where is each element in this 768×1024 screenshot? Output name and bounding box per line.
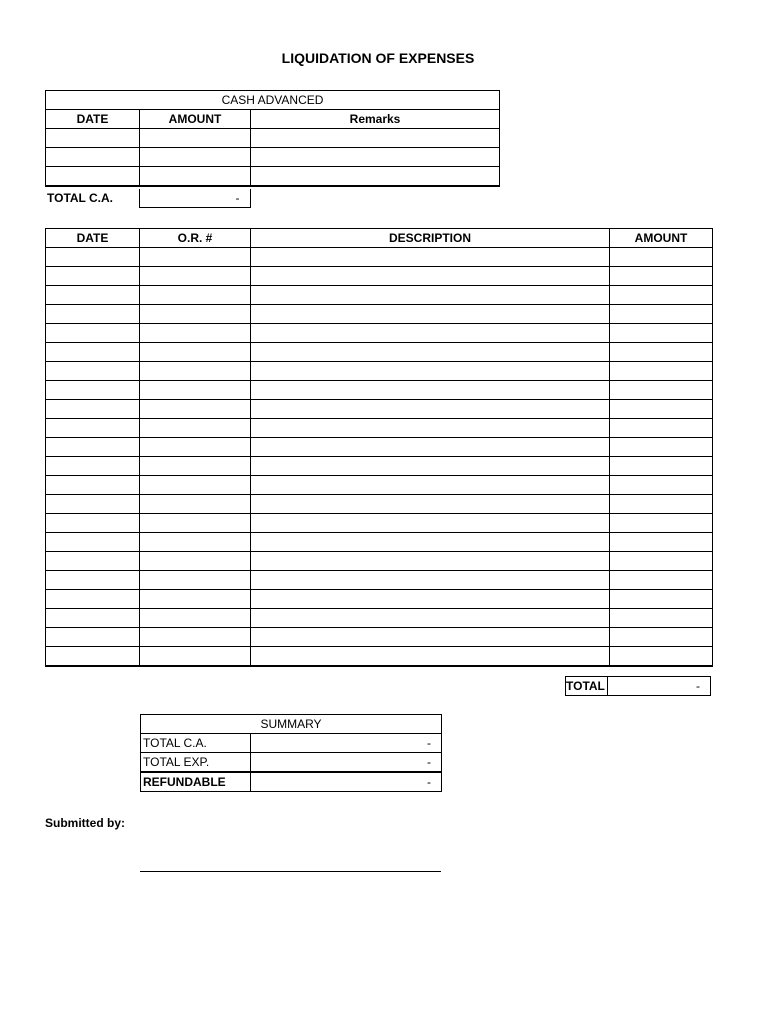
exp-date-cell[interactable]: [46, 419, 140, 438]
signature-line[interactable]: [140, 871, 441, 872]
exp-amount-cell[interactable]: [610, 305, 713, 324]
ca-row: [46, 167, 500, 187]
expenses-table: [45, 228, 713, 667]
exp-amount-cell[interactable]: [610, 495, 713, 514]
ca-col-amount: AMOUNT: [140, 110, 251, 129]
exp-description-cell[interactable]: [251, 324, 610, 343]
ca-row: [46, 129, 500, 148]
exp-date-cell[interactable]: [46, 362, 140, 381]
ca-cell[interactable]: [46, 129, 140, 148]
table-row: [46, 343, 713, 362]
exp-or-cell[interactable]: [140, 286, 251, 305]
exp-or-cell[interactable]: [140, 267, 251, 286]
ca-col-date: DATE: [46, 110, 140, 129]
exp-or-cell[interactable]: [140, 381, 251, 400]
exp-amount-cell[interactable]: [610, 324, 713, 343]
ca-total-row: [45, 189, 251, 208]
exp-amount-cell[interactable]: [610, 552, 713, 571]
exp-date-cell[interactable]: [46, 305, 140, 324]
exp-description-cell[interactable]: [251, 400, 610, 419]
exp-amount-cell[interactable]: [610, 419, 713, 438]
exp-or-cell[interactable]: [140, 628, 251, 647]
cash-advanced-heading: CASH ADVANCED: [46, 91, 500, 110]
exp-description-cell[interactable]: [251, 590, 610, 609]
exp-date-cell[interactable]: [46, 647, 140, 667]
exp-description-cell[interactable]: [251, 419, 610, 438]
table-row: [46, 419, 713, 438]
summary-table: [140, 714, 442, 792]
summary-label: TOTAL EXP.: [141, 753, 251, 773]
ca-row: [46, 148, 500, 167]
table-row: [46, 248, 713, 267]
exp-col-description: DESCRIPTION: [251, 229, 610, 248]
exp-or-cell[interactable]: [140, 495, 251, 514]
table-row: [46, 476, 713, 495]
exp-or-cell[interactable]: [140, 571, 251, 590]
exp-description-cell[interactable]: [251, 647, 610, 667]
ca-cell[interactable]: [140, 129, 251, 148]
summary-value: -: [251, 772, 442, 792]
table-row: [46, 647, 713, 667]
exp-description-cell[interactable]: [251, 514, 610, 533]
exp-date-cell[interactable]: [46, 286, 140, 305]
ca-total-value: -: [139, 189, 250, 208]
exp-amount-cell[interactable]: [610, 267, 713, 286]
summary-value: -: [251, 734, 442, 753]
table-row: [46, 609, 713, 628]
exp-date-cell[interactable]: [46, 267, 140, 286]
ca-cell[interactable]: [140, 167, 251, 187]
exp-or-cell[interactable]: [140, 609, 251, 628]
table-row: [46, 362, 713, 381]
table-row: [46, 324, 713, 343]
exp-date-cell[interactable]: [46, 552, 140, 571]
exp-total-value: -: [608, 677, 711, 696]
exp-date-cell[interactable]: [46, 533, 140, 552]
exp-amount-cell[interactable]: [610, 476, 713, 495]
exp-description-cell[interactable]: [251, 476, 610, 495]
exp-amount-cell[interactable]: [610, 571, 713, 590]
ca-cell[interactable]: [251, 167, 500, 187]
ca-total-label: TOTAL C.A.: [45, 189, 139, 208]
exp-date-cell[interactable]: [46, 571, 140, 590]
exp-or-cell[interactable]: [140, 457, 251, 476]
exp-description-cell[interactable]: [251, 248, 610, 267]
exp-or-cell[interactable]: [140, 514, 251, 533]
exp-description-cell[interactable]: [251, 267, 610, 286]
table-row: [46, 381, 713, 400]
exp-description-cell[interactable]: [251, 438, 610, 457]
exp-amount-cell[interactable]: [610, 400, 713, 419]
exp-amount-cell[interactable]: [610, 647, 713, 667]
submitted-by-label: Submitted by:: [45, 816, 125, 830]
exp-or-cell[interactable]: [140, 647, 251, 667]
exp-description-cell[interactable]: [251, 628, 610, 647]
exp-amount-cell[interactable]: [610, 362, 713, 381]
exp-or-cell[interactable]: [140, 590, 251, 609]
exp-date-cell[interactable]: [46, 248, 140, 267]
exp-or-cell[interactable]: [140, 362, 251, 381]
exp-or-cell[interactable]: [140, 305, 251, 324]
exp-description-cell[interactable]: [251, 457, 610, 476]
page-title: LIQUIDATION OF EXPENSES: [281, 50, 475, 66]
exp-date-cell[interactable]: [46, 343, 140, 362]
cash-advanced-table: [45, 90, 500, 187]
ca-cell[interactable]: [251, 148, 500, 167]
exp-amount-cell[interactable]: [610, 628, 713, 647]
table-row: [46, 533, 713, 552]
exp-date-cell[interactable]: [46, 400, 140, 419]
summary-row: [141, 734, 442, 753]
exp-or-cell[interactable]: [140, 552, 251, 571]
table-row: [46, 571, 713, 590]
exp-date-cell[interactable]: [46, 457, 140, 476]
exp-date-cell[interactable]: [46, 476, 140, 495]
exp-description-cell[interactable]: [251, 381, 610, 400]
summary-heading: SUMMARY: [141, 715, 442, 734]
exp-description-cell[interactable]: [251, 609, 610, 628]
ca-cell[interactable]: [46, 167, 140, 187]
exp-amount-cell[interactable]: [610, 514, 713, 533]
exp-or-cell[interactable]: [140, 438, 251, 457]
table-row: [46, 495, 713, 514]
exp-or-cell[interactable]: [140, 419, 251, 438]
table-row: [46, 457, 713, 476]
ca-cell[interactable]: [140, 148, 251, 167]
summary-label: TOTAL C.A.: [141, 734, 251, 753]
exp-date-cell[interactable]: [46, 609, 140, 628]
exp-amount-cell[interactable]: [610, 609, 713, 628]
exp-date-cell[interactable]: [46, 324, 140, 343]
exp-description-cell[interactable]: [251, 533, 610, 552]
exp-amount-cell[interactable]: [610, 457, 713, 476]
exp-amount-cell[interactable]: [610, 590, 713, 609]
table-row: [46, 400, 713, 419]
exp-or-cell[interactable]: [140, 324, 251, 343]
table-row: [46, 514, 713, 533]
exp-or-cell[interactable]: [140, 533, 251, 552]
exp-or-cell[interactable]: [140, 400, 251, 419]
exp-amount-cell[interactable]: [610, 438, 713, 457]
exp-date-cell[interactable]: [46, 514, 140, 533]
ca-cell[interactable]: [46, 148, 140, 167]
exp-col-date: DATE: [46, 229, 140, 248]
exp-col-amount: AMOUNT: [610, 229, 713, 248]
exp-date-cell[interactable]: [46, 381, 140, 400]
exp-total-label: TOTAL: [566, 677, 608, 696]
table-row: [46, 267, 713, 286]
exp-description-cell[interactable]: [251, 343, 610, 362]
table-row: [46, 286, 713, 305]
exp-or-cell[interactable]: [140, 476, 251, 495]
exp-date-cell[interactable]: [46, 495, 140, 514]
exp-date-cell[interactable]: [46, 438, 140, 457]
exp-col-or: O.R. #: [140, 229, 251, 248]
exp-or-cell[interactable]: [140, 343, 251, 362]
exp-or-cell[interactable]: [140, 248, 251, 267]
exp-amount-cell[interactable]: [610, 248, 713, 267]
exp-amount-cell[interactable]: [610, 343, 713, 362]
exp-date-cell[interactable]: [46, 590, 140, 609]
exp-date-cell[interactable]: [46, 628, 140, 647]
table-row: [46, 590, 713, 609]
table-row: [46, 552, 713, 571]
summary-value: -: [251, 753, 442, 773]
exp-description-cell[interactable]: [251, 362, 610, 381]
summary-row: [141, 753, 442, 773]
exp-description-cell[interactable]: [251, 552, 610, 571]
summary-label: REFUNDABLE: [141, 772, 251, 792]
exp-description-cell[interactable]: [251, 571, 610, 590]
exp-description-cell[interactable]: [251, 495, 610, 514]
table-row: [46, 438, 713, 457]
summary-row: [141, 772, 442, 792]
exp-description-cell[interactable]: [251, 286, 610, 305]
table-row: [46, 628, 713, 647]
expenses-total-row: [565, 676, 711, 696]
exp-amount-cell[interactable]: [610, 381, 713, 400]
exp-description-cell[interactable]: [251, 305, 610, 324]
exp-amount-cell[interactable]: [610, 533, 713, 552]
ca-cell[interactable]: [251, 129, 500, 148]
ca-col-remarks: Remarks: [251, 110, 500, 129]
exp-amount-cell[interactable]: [610, 286, 713, 305]
table-row: [46, 305, 713, 324]
